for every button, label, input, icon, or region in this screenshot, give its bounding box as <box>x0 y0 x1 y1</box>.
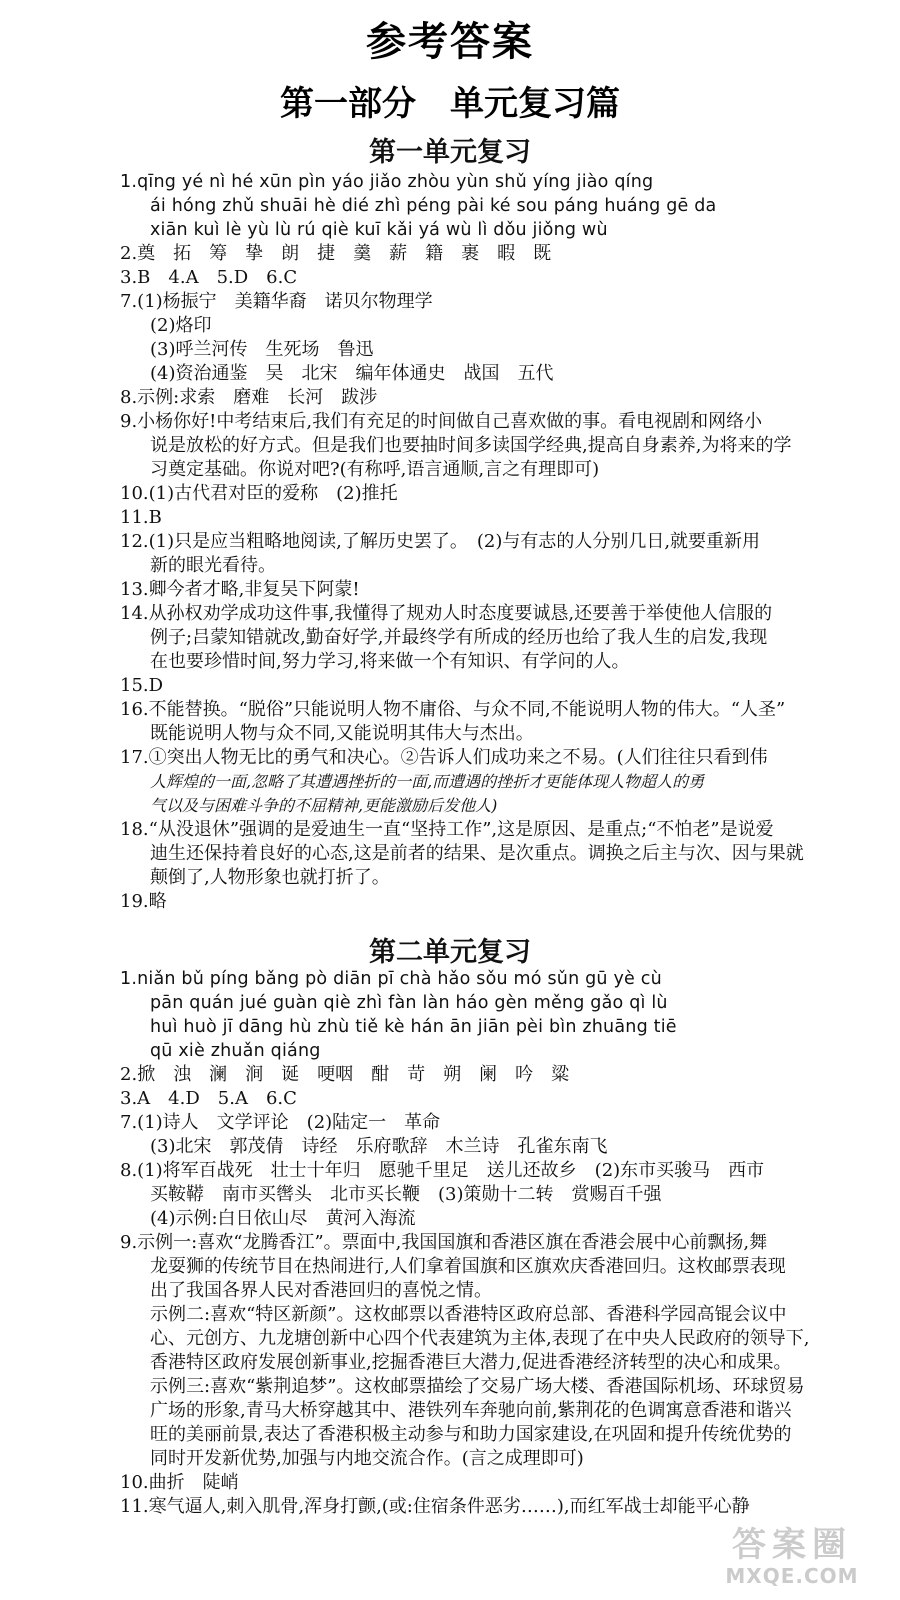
answer-line: 在也要珍惜时间,努力学习,将来做一个有知识、有学问的人。 <box>150 651 630 672</box>
page-title: 参考答案 <box>366 19 534 65</box>
answer-line: (4)示例:白日依山尽 黄河入海流 <box>150 1208 416 1229</box>
answer-line: 颠倒了,人物形象也就打折了。 <box>150 867 390 888</box>
answer-line: 9.示例一:喜欢“龙腾香江”。票面中,我国国旗和香港区旗在香港会展中心前飘扬,舞 <box>120 1232 768 1253</box>
answer-line: 迪生还保持着良好的心态,这是前者的结果、是次重点。调换之后主与次、因与果就 <box>150 843 804 864</box>
watermark-logo-text: 答案圈 <box>732 1525 852 1565</box>
answer-line: 买鞍鞯 南市买辔头 北市买长鞭 (3)策勋十二转 赏赐百千强 <box>150 1184 662 1205</box>
answer-line: 例子;吕蒙知错就改,勤奋好学,并最终学有所成的经历也给了我人生的启发,我现 <box>150 627 768 648</box>
answer-line: 香港特区政府发展创新事业,挖掘香港巨大潜力,促进香港经济转型的决心和成果。 <box>150 1352 792 1373</box>
answer-line: (3)呼兰河传 生死场 鲁迅 <box>150 339 374 360</box>
answer-line: huì huò jī dāng hù zhù tiě kè hán ān jiān pèi bìn zhuāng tiē <box>150 1017 677 1037</box>
answer-line: 示例三:喜欢“紫荆追梦”。这枚邮票描绘了交易广场大楼、香港国际机场、环球贸易 <box>150 1376 805 1397</box>
answer-line: 习奠定基础。你说对吧?(有称呼,语言通顺,言之有理即可) <box>150 459 600 480</box>
answer-line: 同时开发新优势,加强与内地交流合作。(言之成理即可) <box>150 1448 584 1469</box>
unit1-title: 第一单元复习 <box>369 137 531 168</box>
answer-line: 3.B 4.A 5.D 6.C <box>120 267 298 288</box>
answer-line: 新的眼光看待。 <box>150 555 276 576</box>
answer-line: ái hóng zhǔ shuāi hè dié zhì péng pài ké sou páng huáng gē da <box>150 196 717 216</box>
answer-line: (4)资治通鉴 吴 北宋 编年体通史 战国 五代 <box>150 363 554 384</box>
answer-line: 16.不能替换。“脱俗”只能说明人物不庸俗、与众不同,不能说明人物的伟大。“人圣” <box>120 699 786 720</box>
part-title: 第一部分 单元复习篇 <box>280 84 620 124</box>
answer-line: 10.(1)古代君对臣的爱称 (2)推托 <box>120 483 398 504</box>
answer-line: 17.①突出人物无比的勇气和决心。②告诉人们成功来之不易。(人们往往只看到伟 <box>120 747 768 768</box>
watermark-url: MXQE.COM <box>725 1564 859 1588</box>
answer-line: 心、元创方、九龙塘创新中心四个代表建筑为主体,表现了在中央人民政府的领导下, <box>150 1328 810 1349</box>
unit1-answers <box>120 170 830 914</box>
answer-line: 既能说明人物与众不同,又能说明其伟大与杰出。 <box>150 723 534 744</box>
answer-line: 说是放松的好方式。但是我们也要抽时间多读国学经典,提高自身素养,为将来的学 <box>150 435 792 456</box>
answer-line: xiān kuì lè yù lù rú qiè kuī kǎi yá wù lì dǒu jiǒng wù <box>150 220 608 240</box>
answer-line: 9.小杨你好!中考结束后,我们有充足的时间做自己喜欢做的事。看电视剧和网络小 <box>120 411 763 432</box>
answer-line: 出了我国各界人民对香港回归的喜悦之情。 <box>150 1280 492 1301</box>
watermark-logo <box>692 1526 892 1594</box>
answer-line: 8.(1)将军百战死 壮士十年归 愿驰千里足 送儿还故乡 (2)东市买骏马 西市 <box>120 1160 765 1181</box>
answer-line: 3.A 4.D 5.A 6.C <box>120 1088 297 1109</box>
answer-line: 2.掀 浊 澜 涧 诞 哽咽 酣 苛 朔 阑 吟 粱 <box>120 1064 570 1085</box>
answer-line: 13.卿今者才略,非复吴下阿蒙! <box>120 579 360 600</box>
answer-line: 气以及与困难斗争的不屈精神,更能激励后发他人) <box>150 796 498 815</box>
answer-line: 11.B <box>120 507 162 528</box>
answer-line: 龙耍狮的传统节目在热闹进行,人们拿着国旗和区旗欢庆香港回归。这枚邮票表现 <box>150 1256 786 1277</box>
unit2-title: 第二单元复习 <box>369 937 531 968</box>
answer-line: 广场的形象,青马大桥穿越其中、港铁列车奔驰向前,紫荆花的色调寓意香港和谐兴 <box>150 1400 792 1421</box>
unit2-answers <box>120 967 830 1519</box>
answer-line: 12.(1)只是应当粗略地阅读,了解历史罢了。 (2)与有志的人分别几日,就要重新用 <box>120 531 761 552</box>
answer-line: 7.(1)杨振宁 美籍华裔 诺贝尔物理学 <box>120 291 433 312</box>
answer-line: (3)北宋 郭茂倩 诗经 乐府歌辞 木兰诗 孔雀东南飞 <box>150 1136 608 1157</box>
answer-line: 旺的美丽前景,表达了香港积极主动参与和助力国家建设,在巩固和提升传统优势的 <box>150 1424 792 1445</box>
answer-line: 7.(1)诗人 文学评论 (2)陆定一 革命 <box>120 1112 441 1133</box>
answer-line: 1.niǎn bǔ píng bǎng pò diān pī chà hǎo sǒu mó sǔn gū yè cù <box>120 969 662 989</box>
answer-line: 人辉煌的一面,忽略了其遭遇挫折的一面,而遭遇的挫折才更能体现人物超人的勇 <box>150 772 705 791</box>
answer-line: 示例二:喜欢“特区新颜”。这枚邮票以香港特区政府总部、香港科学园高锟会议中 <box>150 1304 787 1325</box>
answer-line: 14.从孙权劝学成功这件事,我懂得了规劝人时态度要诚恳,还要善于举使他人信服的 <box>120 603 773 624</box>
answer-line: (2)烙印 <box>150 315 212 336</box>
answer-line: 15.D <box>120 675 164 696</box>
answer-line: qū xiè zhuǎn qiáng <box>150 1041 321 1061</box>
answer-line: 2.奠 拓 筹 挚 朗 捷 羹 薪 籍 裹 暇 既 <box>120 243 552 264</box>
answer-line: 10.曲折 陡峭 <box>120 1472 239 1493</box>
answer-line: 8.示例:求索 磨难 长河 跋涉 <box>120 387 378 408</box>
answer-line: pān quán jué guàn qiè zhì fàn làn háo gèn měng gǎo qì lù <box>150 993 668 1013</box>
answer-line: 1.qīng yé nì hé xūn pìn yáo jiǎo zhòu yùn shǔ yíng jiào qíng <box>120 172 654 192</box>
answer-line: 18.“从没退休”强调的是爱迪生一直“坚持工作”,这是原因、是重点;“不怕老”是说爱 <box>120 819 774 840</box>
answer-line: 19.略 <box>120 891 167 912</box>
answer-line: 11.寒气逼人,刺入肌骨,浑身打颤,(或:住宿条件恶劣……),而红军战士却能平心静 <box>120 1496 750 1517</box>
